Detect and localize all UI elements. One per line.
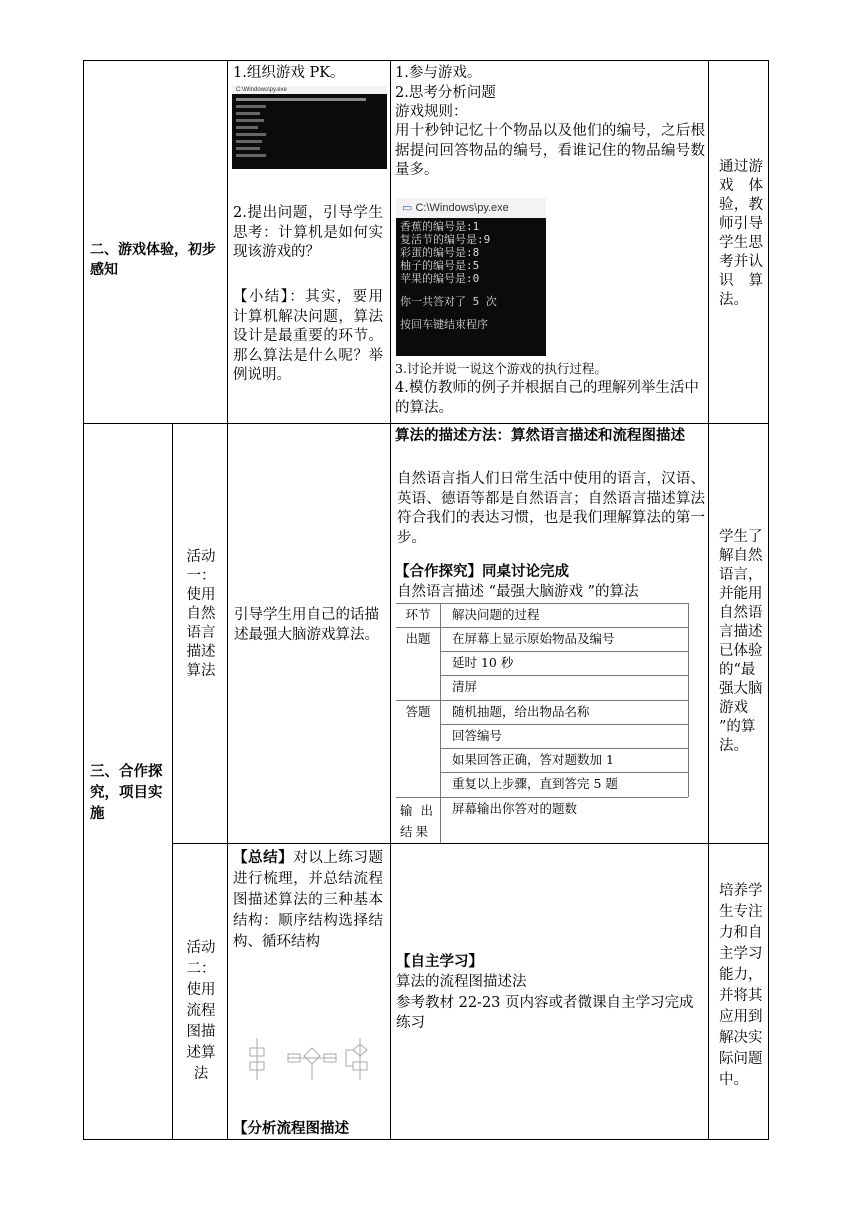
flowchart-analysis-label: 【分析流程图描述 <box>233 1121 349 1137</box>
console-output <box>396 218 546 333</box>
table-row-step: 回答编号 <box>452 728 503 743</box>
summary-label: 【小结】 <box>233 289 290 305</box>
stage-label-2: 二、游戏体验，初步感知 <box>90 242 216 278</box>
student-item-3: 3.讨论并说一说这个游戏的执行过程。 <box>395 361 607 376</box>
coop-label: 【合作探究】同桌讨论完成 <box>395 564 569 580</box>
table-border-bottom <box>83 1139 769 1140</box>
table-border-top <box>83 60 769 61</box>
table-row-step: 如果回答正确，答对题数加 1 <box>452 752 614 767</box>
console-line: 香蕉的编号是:1 <box>400 220 480 233</box>
summary-text: ：其实，要用计算机解决问题，算法设计是最重要的环节。那么算法是什么呢？举例说明。 <box>233 289 384 383</box>
console-end: 按回车键结束程序 <box>400 318 488 331</box>
screenshot-blurred-text <box>232 94 387 163</box>
col-divider-student <box>390 60 391 1140</box>
student-console-window <box>396 198 546 356</box>
teacher-item-2: 2.提出问题，引导学生思考：计算机是如何实现该游戏的？ <box>233 205 383 260</box>
col-divider-activity <box>172 423 173 1140</box>
table-row-step: 清屏 <box>452 679 478 694</box>
natural-language-intro: 自然语言指人们日常生活中使用的语言，汉语、英语、德语等都是自然语言；自然语言描述算法符合我们的表达习惯，也是我们理解算法的第一步。 <box>397 471 705 546</box>
activity-1-teacher: 引导学生用自己的话描述最强大脑游戏算法。 <box>234 607 379 643</box>
table-row-step: 随机抽题，给出物品名称 <box>452 704 590 719</box>
col-divider-teacher <box>227 60 228 1140</box>
game-rules-title: 游戏规则： <box>395 104 468 120</box>
col-divider-intent <box>708 60 709 1140</box>
game-rules-text: 用十秒钟记忆十个物品以及他们的编号，之后根据提问回答物品的编号，看谁记住的物品编号数量多。 <box>395 123 705 178</box>
flowchart-structures-diagram <box>240 1036 380 1082</box>
teacher-item-1: 1.组织游戏 PK。 <box>233 65 345 81</box>
student-item-1: 1.参与游戏。 <box>395 65 482 81</box>
table-border-right <box>768 60 769 1140</box>
coop-task: 自然语言描述 “最强大脑游戏 ”的算法 <box>397 584 639 600</box>
summary-text: 对以上练习题进行梳理，并总结流程图描述算法的三种基本结构：顺序结构选择结构、循环结构 <box>233 850 384 950</box>
table-header-stage: 环节 <box>405 607 431 622</box>
table-row-stage: 输出结果 <box>400 803 436 839</box>
console-line: 柚子的编号是:5 <box>400 259 480 272</box>
flowchart-summary <box>233 848 383 953</box>
student-item-4: 4.模仿教师的例子并根据自己的理解列举生活中的算法。 <box>395 380 699 416</box>
description-methods-heading: 算法的描述方法：算然语言描述和流程图描述 <box>395 428 685 444</box>
table-row-step: 重复以上步骤，直到答完 5 题 <box>452 776 618 791</box>
table-header-process: 解决问题的过程 <box>452 607 540 622</box>
teacher-summary <box>233 288 383 386</box>
table-row-step: 屏幕输出你答对的题数 <box>452 801 578 816</box>
intent-activity-2: 培养学生专注力和自主学习能力，并将其应用到解决实际问题中。 <box>719 883 763 1088</box>
intent-section-2: 通过游戏体验，教师引导学生思考并认识算法。 <box>719 159 763 308</box>
table-row-step: 延时 10 秒 <box>452 655 514 670</box>
row-divider-1 <box>83 423 769 424</box>
teacher-game-screenshot <box>232 86 387 169</box>
console-line: 彩蛋的编号是:8 <box>400 246 480 259</box>
table-row-stage: 出题 <box>405 631 431 646</box>
summary-label: 【总结】 <box>233 850 294 866</box>
console-line: 苹果的编号是:0 <box>400 272 480 285</box>
activity-1-name: 活动一：使用自然语言描述算法 <box>186 549 216 679</box>
stage-label-3: 三、合作探究，项目实施 <box>90 764 163 822</box>
table-row-step: 在屏幕上显示原始物品及编号 <box>452 631 615 646</box>
console-line: 复活节的编号是:9 <box>400 233 491 246</box>
student-item-2: 2.思考分析问题 <box>395 85 496 101</box>
self-study-line-2: 参考教材 22-23 页内容或者微课自主学习完成练习 <box>396 995 694 1031</box>
self-study-label: 【自主学习】 <box>396 954 483 970</box>
screenshot-title: C:\Windows\py.exe <box>232 86 387 94</box>
console-title: C:\Windows\py.exe <box>415 202 509 214</box>
console-title-bar <box>396 198 546 218</box>
self-study-line-1: 算法的流程图描述法 <box>396 974 527 990</box>
activity-2-name: 活动二：使用流程图描述算法 <box>186 940 216 1082</box>
table-border-left <box>83 60 84 1140</box>
intent-activity-1: 学生了解自然语言，并能用自然语言描述已体验的“最强大脑游戏 ”的算法。 <box>719 529 763 754</box>
console-score: 你一共答对了 5 次 <box>400 295 497 308</box>
terminal-icon: ▭ <box>402 202 413 214</box>
table-row-stage: 答题 <box>405 704 431 719</box>
row-divider-2 <box>172 843 769 844</box>
